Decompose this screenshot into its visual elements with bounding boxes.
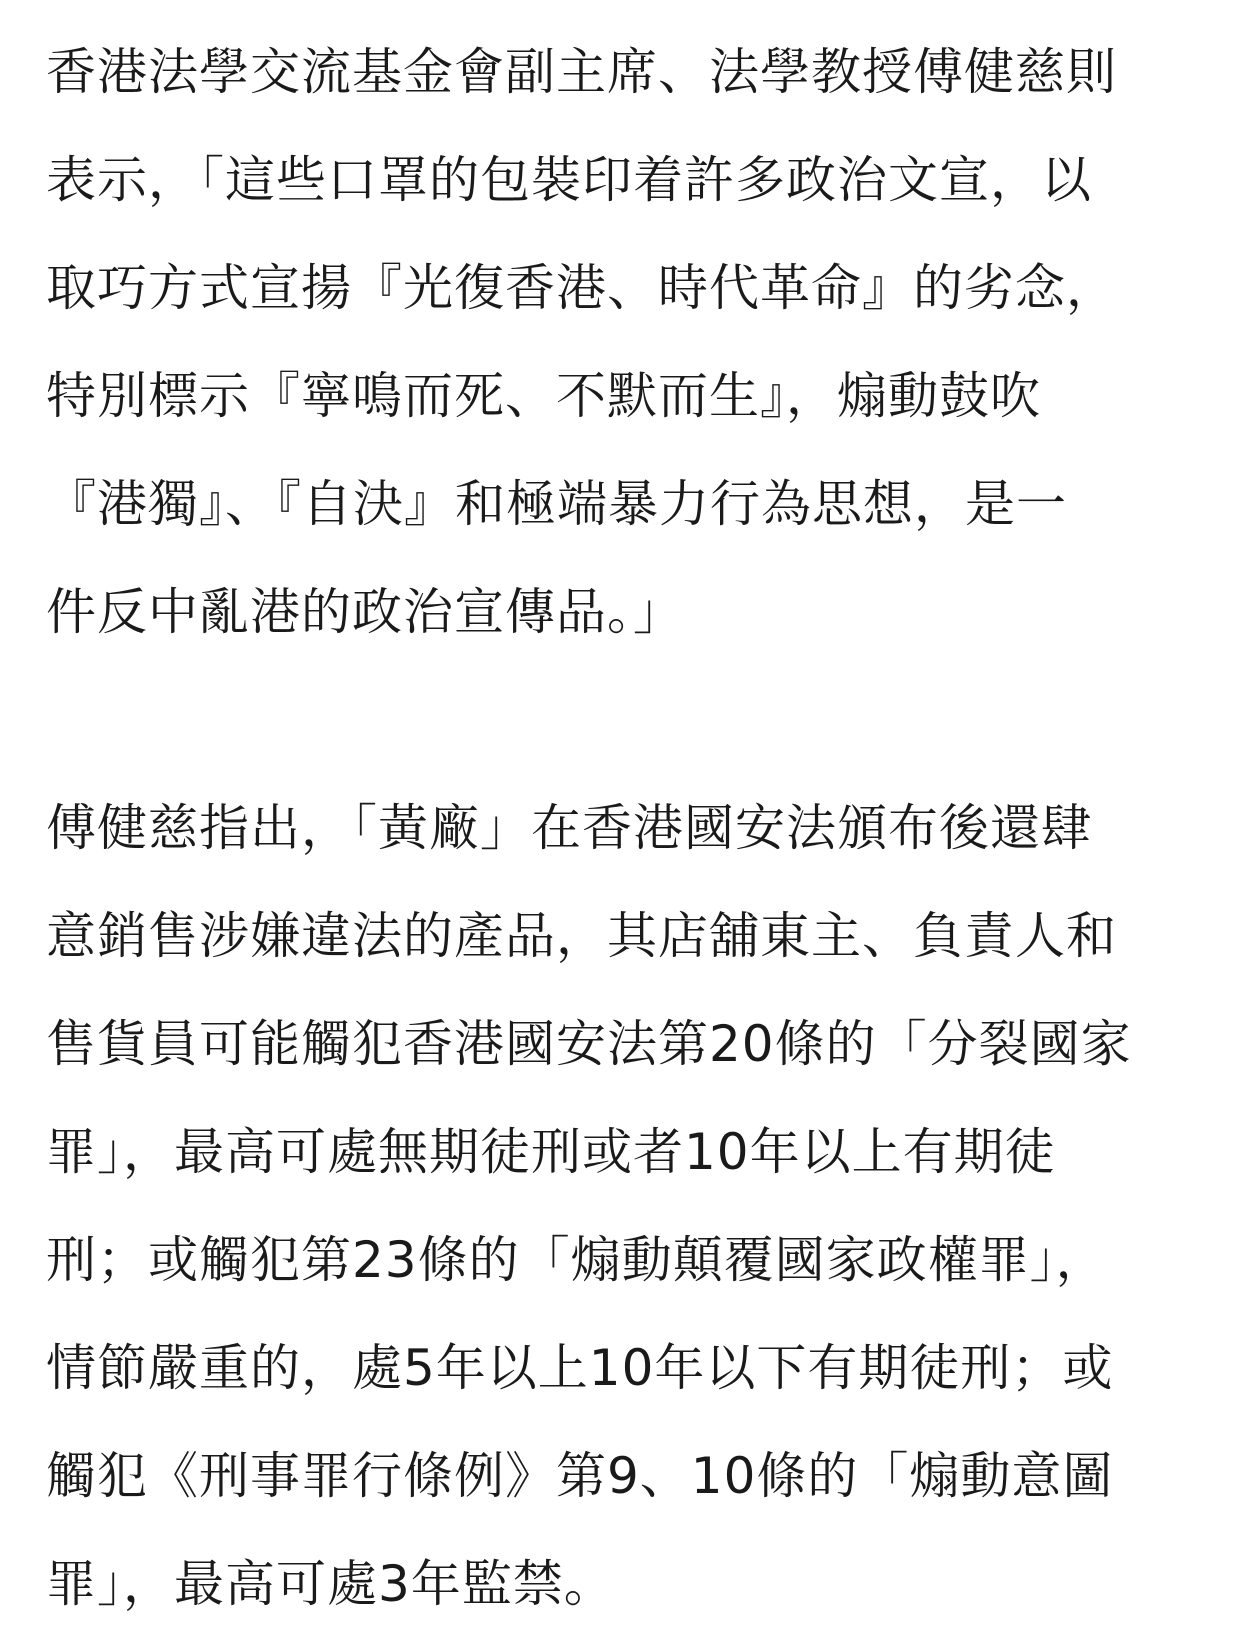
text-line: 『港獨』、『自決』和極端暴力行為思想，是一: [46, 475, 1067, 533]
text-line: 傅健慈指出，「黃廠」在香港國安法頒布後還肆: [46, 799, 1092, 857]
text-line: 售貨員可能觸犯香港國安法第20條的「分裂國家: [46, 1015, 1132, 1073]
text-line: 罪」，最高可處無期徒刑或者10年以上有期徒: [46, 1123, 1056, 1181]
article-body: [46, 18, 1196, 1638]
paragraph-2: [46, 774, 1196, 1638]
text-line: 香港法學交流基金會副主席、法學教授傅健慈則: [46, 43, 1117, 101]
text-line: 罪」，最高可處3年監禁。: [46, 1555, 615, 1613]
text-line: 表示，「這些口罩的包裝印着許多政治文宣，以: [46, 151, 1092, 209]
text-line: 特別標示『寧鳴而死、不默而生』，煽動鼓吹: [46, 367, 1041, 425]
text-line: 情節嚴重的，處5年以上10年以下有期徒刑；或: [46, 1339, 1114, 1397]
text-line: 刑；或觸犯第23條的「煽動顛覆國家政權罪」，: [46, 1231, 1107, 1289]
text-line: 件反中亂港的政治宣傳品。」: [46, 583, 684, 641]
paragraph-spacer: [46, 666, 1196, 774]
text-line: 意銷售涉嫌違法的產品，其店舖東主、負責人和: [46, 907, 1117, 965]
text-line: 觸犯《刑事罪行條例》第9、10條的「煽動意圖: [46, 1447, 1114, 1505]
paragraph-1: [46, 18, 1196, 666]
text-line: 取巧方式宣揚『光復香港、時代革命』的劣念，: [46, 259, 1117, 317]
